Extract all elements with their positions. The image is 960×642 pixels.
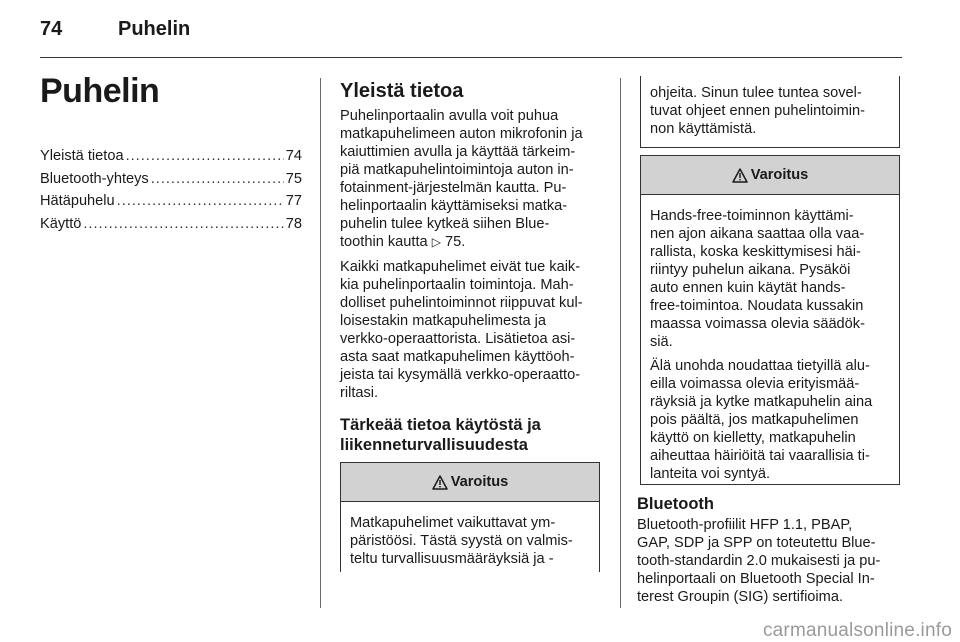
general-paragraph-2: Kaikki matkapuhelimet eivät tue kaik- kia puhelinportaalin toimintoja. Mah- dolliset puhelintoiminnot riippuvat kul- loisestakin matkapuhelimesta ja verkko-operaattorista. Lisätietoa asi- asta saat matkapuhelimen käyttöoh- jeista tai kysymällä verkko-operaatto- riltasi. bbox=[340, 259, 583, 401]
toc-item-page: 75 bbox=[285, 170, 302, 187]
toc-item-operation[interactable] bbox=[40, 216, 302, 239]
toc-leader-dots bbox=[117, 193, 284, 209]
general-info-heading: Yleistä tietoa bbox=[340, 80, 464, 102]
toc-leader-dots bbox=[126, 148, 284, 164]
warning-title: Varoitus bbox=[750, 167, 809, 183]
warning-box-phone-safety bbox=[340, 462, 600, 572]
bluetooth-heading: Bluetooth bbox=[637, 495, 714, 513]
warning-paragraph-2: Älä unohda noudattaa tietyillä alu- eilla voimassa olevia erityismää- räyksiä ja kytke matkapuhelin aina pois päältä, jos matkapuhelimen käyttö on kielletty, matkapuhelin aiheuttaa häiriöitä tai vaarallisia ti- lanteita voi syntyä. bbox=[650, 358, 873, 482]
page-reference-number[interactable]: 75. bbox=[445, 234, 466, 250]
toc-item-page: 78 bbox=[285, 215, 302, 232]
toc-item-label: Bluetooth-yhteys bbox=[40, 170, 149, 187]
table-of-contents bbox=[40, 148, 302, 238]
toc-item-emergency-call[interactable] bbox=[40, 193, 302, 216]
toc-item-label: Yleistä tietoa bbox=[40, 148, 124, 164]
middle-column bbox=[340, 80, 604, 465]
toc-leader-dots bbox=[151, 171, 284, 187]
bluetooth-section: Bluetooth Bluetooth-profiilit HFP 1.1, PBAP, GAP, SDP ja SPP on toteutettu Blue- tooth-standardin 2.0 mukaisesti ja pu- helinportaali on Bluetooth Special In- terest Groupin (SIG) sertifioima. bbox=[637, 494, 905, 606]
warning-triangle-icon bbox=[732, 168, 748, 183]
toc-item-general[interactable] bbox=[40, 148, 302, 171]
toc-item-page: 74 bbox=[285, 148, 302, 164]
warning-box-hands-free bbox=[640, 155, 900, 485]
general-paragraph-1: Puhelinportaalin avulla voit puhua matkapuhelimeen auton mikrofonin ja kaiuttimien avulla ja käyttää tärkeim- piä matkapuhelintoimintoja auton in- fotainment-järjestelmän kautta. Pu- helinportaalin käyttämiseksi matka- puhelin tulee kytkeä siihen Blue- toothin kautta ▷ 75. bbox=[340, 108, 583, 250]
warning-body-continued: ohjeita. Sinun tulee tuntea sovel- tuvat ohjeet ennen puhelintoimin- non käyttämistä. bbox=[650, 85, 866, 137]
warning-paragraph-1: Hands-free-toiminnon käyttämi- nen ajon aikana saattaa olla vaa- rallista, koska keskittymisesi häi- riintyy puhelun aikana. Pysäköi auto ennen kuin käytät hands- free-toimintoa. Noudata kussakin maassa voimassa olevia säädök- siä. bbox=[650, 208, 865, 350]
warning-body: Matkapuhelimet vaikuttavat ym- päristöösi. Tästä syystä on valmis- teltu turvallisuusmääräyksiä ja - bbox=[350, 515, 573, 567]
warning-title: Varoitus bbox=[450, 474, 509, 490]
warning-header bbox=[641, 156, 899, 195]
toc-item-page: 77 bbox=[285, 193, 302, 210]
chapter-title: Puhelin bbox=[40, 72, 160, 110]
page-number: 74 bbox=[40, 18, 63, 40]
header-rule bbox=[40, 57, 902, 58]
column-divider-right bbox=[620, 78, 621, 608]
running-section-title: Puhelin bbox=[118, 18, 191, 40]
warning-box-continued bbox=[640, 76, 900, 148]
toc-item-bluetooth[interactable] bbox=[40, 171, 302, 194]
safety-heading: Tärkeää tietoa käytöstä ja liikenneturvallisuudesta bbox=[340, 416, 541, 454]
toc-item-label: Käyttö bbox=[40, 215, 82, 232]
warning-body bbox=[641, 195, 899, 495]
toc-item-label: Hätäpuhelu bbox=[40, 193, 115, 210]
page-reference-arrow-icon: ▷ bbox=[431, 235, 441, 249]
column-divider-left bbox=[320, 78, 321, 608]
toc-leader-dots bbox=[83, 216, 283, 232]
general-para1-last-line-text: toothin kautta bbox=[340, 234, 428, 250]
watermark: carmanualsonline.info bbox=[762, 620, 952, 641]
warning-triangle-icon bbox=[432, 475, 448, 490]
warning-header bbox=[341, 463, 599, 502]
